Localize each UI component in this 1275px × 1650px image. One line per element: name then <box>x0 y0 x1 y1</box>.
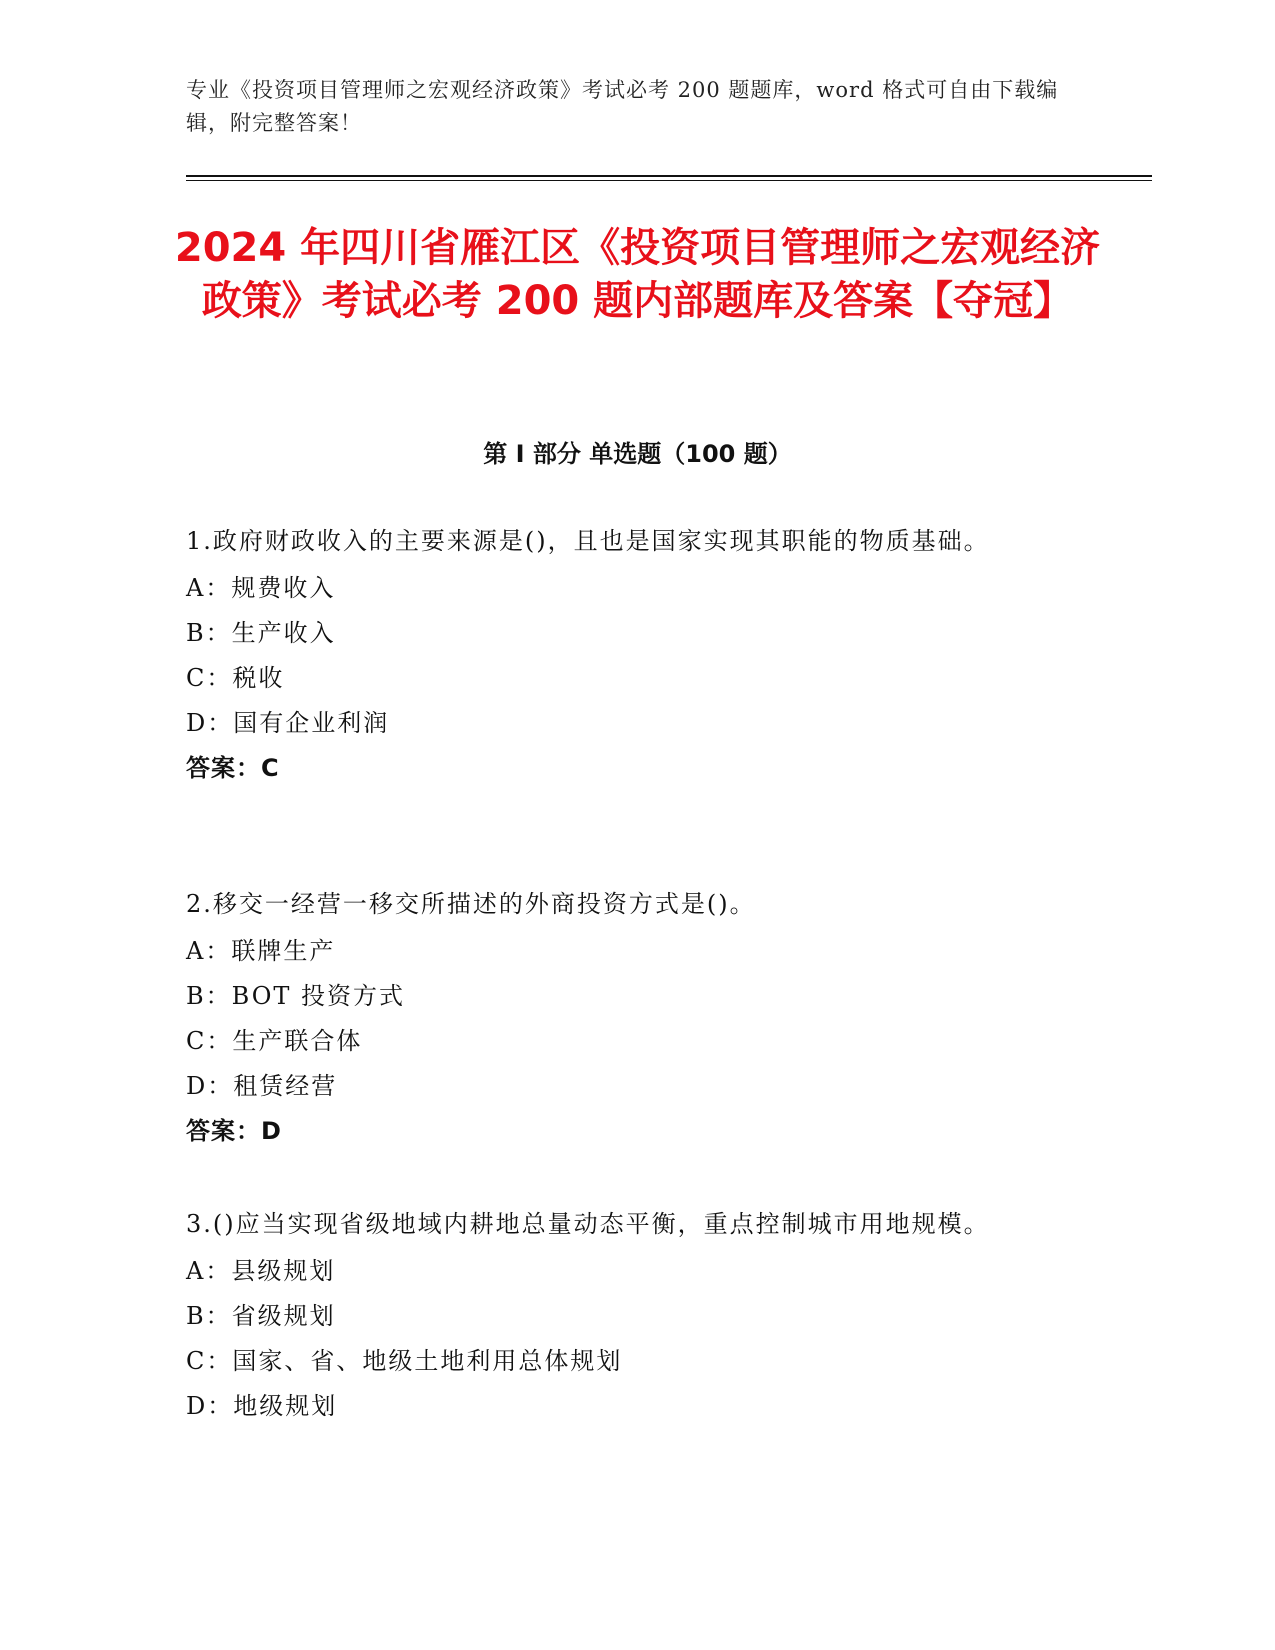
question-1 <box>186 517 1066 791</box>
question-stem: 3.()应当实现省级地域内耕地总量动态平衡，重点控制城市用地规模。 <box>186 1210 990 1238</box>
header-divider-thick <box>186 175 1152 177</box>
question-3 <box>186 1200 1066 1429</box>
option-a: A：联牌生产 <box>186 937 336 965</box>
option-b: B：生产收入 <box>186 619 336 647</box>
document-title: 2024 年四川省雁江区《投资项目管理师之宏观经济政策》考试必考 200 题内部题库及答案【夺冠】 <box>174 225 1101 324</box>
option-d: D：租赁经营 <box>186 1072 338 1100</box>
question-stem: 2.移交一经营一移交所描述的外商投资方式是()。 <box>186 890 756 918</box>
question-2 <box>186 880 1066 1154</box>
option-d: D：地级规划 <box>186 1392 338 1420</box>
option-b: B：BOT 投资方式 <box>186 982 406 1010</box>
answer-line: 答案：D <box>186 1117 282 1145</box>
option-b: B：省级规划 <box>186 1302 336 1330</box>
option-c: C：生产联合体 <box>186 1027 363 1055</box>
answer-line: 答案：C <box>186 754 280 782</box>
question-stem: 1.政府财政收入的主要来源是()，且也是国家实现其职能的物质基础。 <box>186 527 990 555</box>
header-note: 专业《投资项目管理师之宏观经济政策》考试必考 200 题题库，word 格式可自由下载编辑，附完整答案！ <box>186 78 1059 135</box>
option-c: C：国家、省、地级土地利用总体规划 <box>186 1347 623 1375</box>
option-a: A：规费收入 <box>186 574 336 602</box>
header-divider-thin <box>186 180 1152 181</box>
section-heading: 第 I 部分 单选题（100 题） <box>483 440 792 468</box>
option-c: C：税收 <box>186 664 285 692</box>
option-d: D：国有企业利润 <box>186 709 390 737</box>
option-a: A：县级规划 <box>186 1257 336 1285</box>
